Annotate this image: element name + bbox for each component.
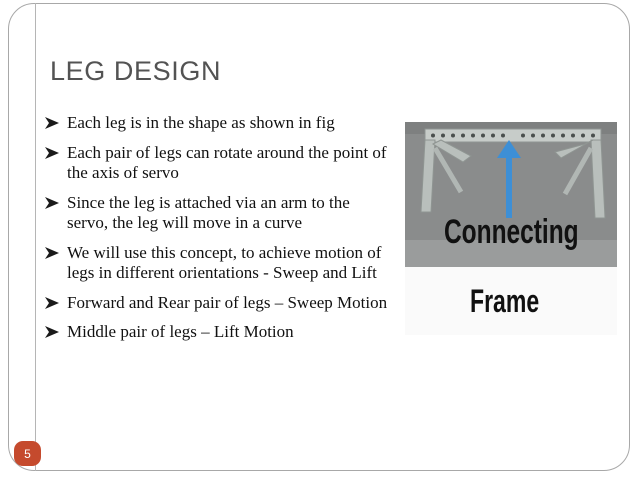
bullet-item (44, 113, 394, 134)
figure-caption-line-2: Frame (470, 283, 540, 319)
bullet-text: We will use this concept, to achieve motion of legs in different orientations - Sweep and Lift (67, 242, 382, 282)
bullet-item (44, 293, 394, 314)
bullet-item (44, 243, 394, 284)
bullet-item (44, 143, 394, 184)
bullet-text: Since the leg is attached via an arm to the servo, the leg will move in a curve (67, 192, 350, 232)
slide-title: LEG DESIGN (50, 56, 222, 86)
arrow-bullet-icon (44, 116, 60, 130)
figure-caption-line-1: Connecting (444, 213, 579, 251)
arrow-bullet-icon (44, 246, 60, 260)
bullet-text: Middle pair of legs – Lift Motion (67, 322, 294, 341)
arrow-bullet-icon (44, 196, 60, 210)
bullet-list (44, 113, 394, 352)
bullet-text: Forward and Rear pair of legs – Sweep Motion (67, 292, 388, 312)
bullet-item (44, 322, 394, 343)
arrow-bullet-icon (44, 296, 60, 310)
bullet-item (44, 193, 394, 234)
arrow-bullet-icon (44, 146, 60, 160)
arrow-bullet-icon (44, 325, 60, 339)
left-margin-rule (35, 3, 36, 471)
bullet-text: Each pair of legs can rotate around the point of the axis of servo (67, 142, 387, 182)
page-number-badge: 5 (14, 441, 41, 466)
bullet-text: Each leg is in the shape as shown in fig (67, 113, 335, 132)
